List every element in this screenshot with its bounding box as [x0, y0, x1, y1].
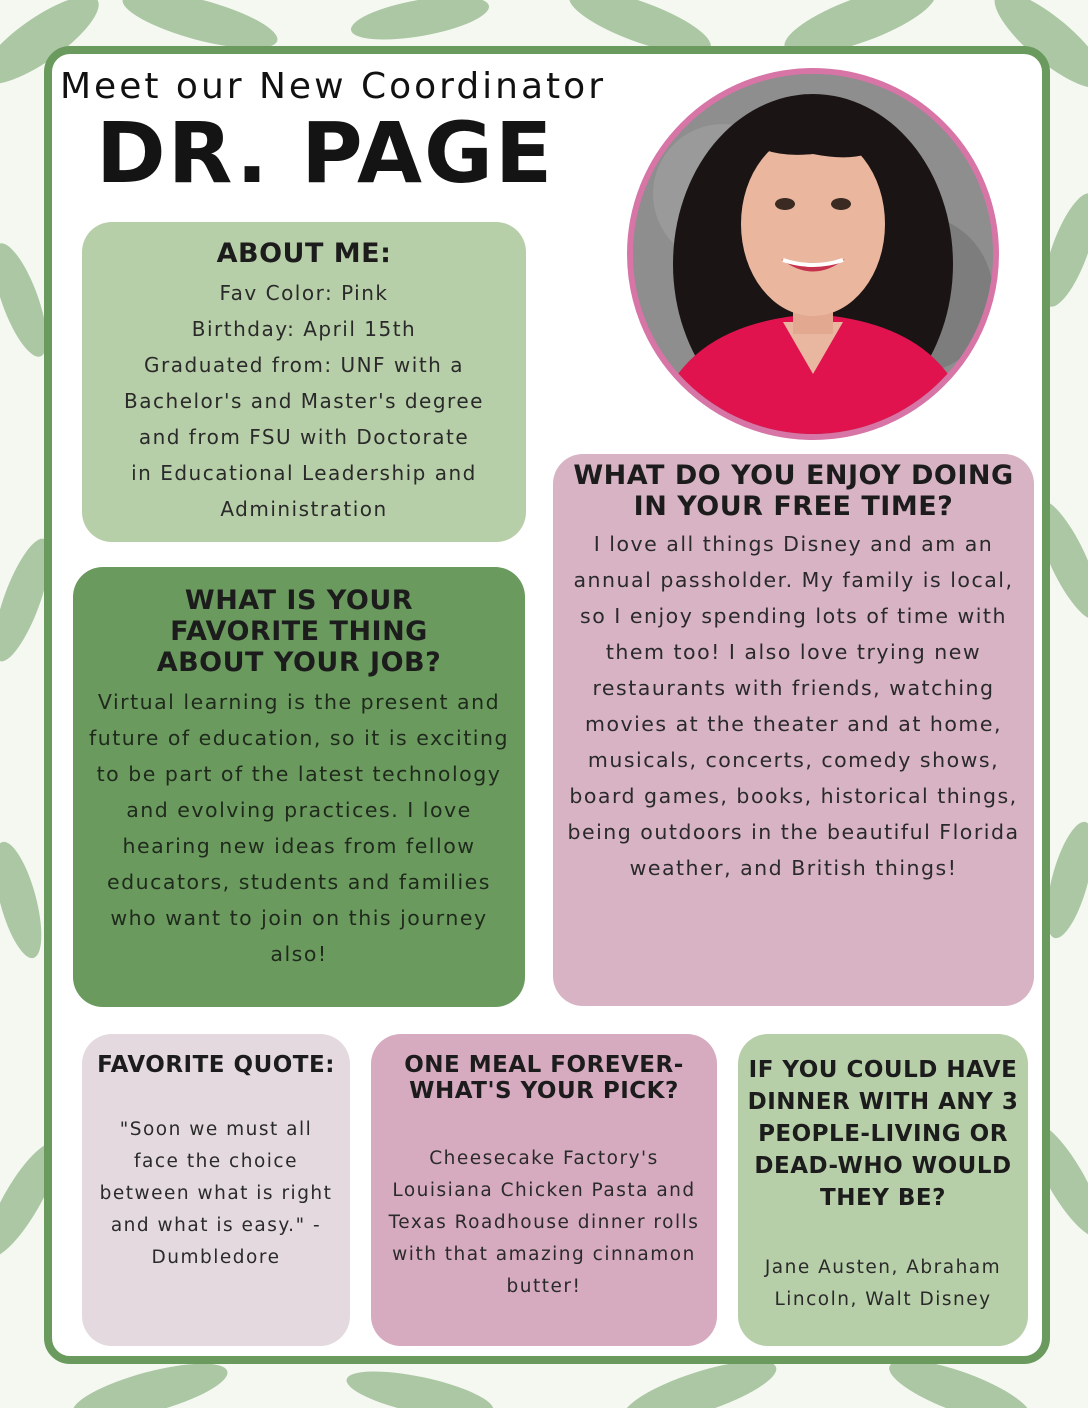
about-line: Birthday: April 15th	[191, 317, 417, 342]
about-line: Graduated from: UNF with a	[144, 353, 464, 378]
about-me-card	[82, 222, 526, 542]
about-me-heading: ABOUT ME:	[216, 238, 392, 269]
favorite-quote-heading: FAVORITE QUOTE:	[97, 1052, 335, 1078]
about-me-body	[82, 275, 526, 527]
one-meal-body: Cheesecake Factory's Louisiana Chicken Pasta and Texas Roadhouse dinner rolls with that amazing cinnamon butter!	[388, 1147, 700, 1297]
about-line: Bachelor's and Master's degree	[124, 389, 484, 414]
one-meal-card	[371, 1034, 717, 1346]
intro-heading: Meet our New Coordinator	[60, 66, 606, 107]
dinner-guests-body: Jane Austen, Abraham Lincoln, Walt Disney	[764, 1257, 1002, 1310]
dinner-guests-heading: IF YOU COULD HAVE DINNER WITH ANY 3 PEOPLE-LIVING OR DEAD-WHO WOULD THEY BE?	[747, 1057, 1019, 1211]
favorite-job-body: Virtual learning is the present and future of education, so it is exciting to be part of the latest technology and evolving practices. I love hearing new ideas from fellow educators, students and families who want to join on this journey also!	[89, 690, 509, 967]
dinner-guests-card	[738, 1034, 1028, 1346]
about-line: in Educational Leadership and	[131, 461, 477, 486]
free-time-body: I love all things Disney and am an annual passholder. My family is local, so I enjoy spending lots of time with them too! I also love trying new restaurants with friends, watching movies at the theater and at home, musicals, concerts, comedy shows, board games, books, historical things, being outdoors in the beautiful Florida weather, and British things!	[567, 532, 1020, 881]
free-time-card	[553, 454, 1034, 1006]
free-time-heading: WHAT DO YOU ENJOY DOING IN YOUR FREE TIME?	[573, 460, 1014, 523]
about-line: Fav Color: Pink	[219, 281, 389, 306]
favorite-job-card	[73, 567, 525, 1007]
about-line: Administration	[220, 497, 388, 522]
coordinator-photo	[627, 68, 999, 440]
coordinator-name: DR. PAGE	[96, 104, 555, 202]
favorite-job-heading: WHAT IS YOUR FAVORITE THING ABOUT YOUR JOB?	[156, 585, 442, 679]
favorite-quote-body: "Soon we must all face the choice between what is right and what is easy." - Dumbledore	[99, 1119, 333, 1269]
portrait-illustration	[633, 74, 993, 434]
favorite-quote-card	[82, 1034, 350, 1346]
one-meal-heading: ONE MEAL FOREVER- WHAT'S YOUR PICK?	[404, 1052, 684, 1105]
about-line: and from FSU with Doctorate	[138, 425, 470, 450]
